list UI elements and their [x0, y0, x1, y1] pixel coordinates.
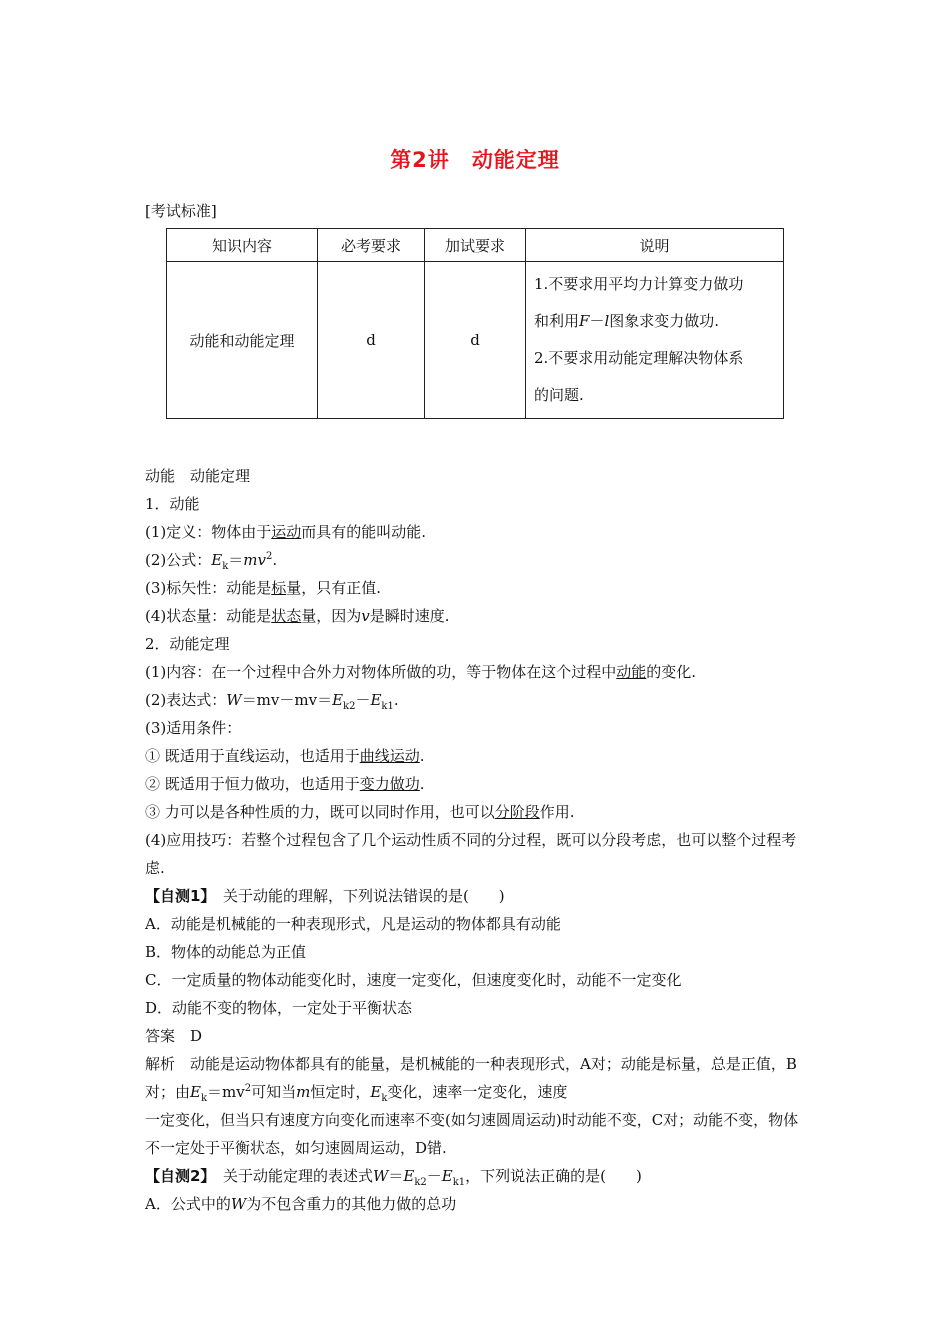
paragraph: (3)适用条件：	[145, 719, 242, 737]
option-d: D．动能不变的物体，一定处于平衡状态	[145, 999, 413, 1017]
note-line: 的问题.	[534, 386, 584, 404]
option-a: A．动能是机械能的一种表现形式，凡是运动的物体都具有动能	[145, 915, 561, 933]
explanation-continued: 一定变化，但当只有速度方向变化而速率不变(如匀速圆周运动)时动能不变，C对；动能不变，物体不一定处于平衡状态，如匀速圆周运动，D错.	[145, 1111, 799, 1157]
paragraph: (1)定义：物体由于运动而具有的能叫动能.	[145, 523, 427, 541]
paragraph: (4)应用技巧：若整个过程包含了几个运动性质不同的分过程，既可以分段考虑，也可以整个过程考虑.	[145, 831, 797, 877]
cell-content: 动能和动能定理	[167, 262, 318, 419]
subsection-heading: 2．动能定理	[145, 635, 230, 653]
note-line: 1.不要求用平均力计算变力做功	[534, 275, 744, 293]
note-line: 和利用F－l图象求变力做功.	[534, 312, 720, 330]
exam-standard-label: [考试标准]	[145, 202, 217, 220]
header-required: 必考要求	[318, 229, 425, 262]
requirements-table	[166, 228, 784, 419]
table-header-row	[167, 229, 784, 262]
subsection-heading: 1．动能	[145, 495, 200, 513]
explanation: 解析 动能是运动物体都具有的能量，是机械能的一种表现形式，A对；动能是标量，总是正值，B对；由$E_k=mv^2$可知当m恒定时，$E_k$变化，速率一定变化，速度	[145, 1055, 797, 1104]
paragraph: ③ 力可以是各种性质的力，既可以同时作用，也可以分阶段作用.	[145, 803, 575, 821]
self-test-question: 【自测2】 关于动能定理的表述式$W=E_{k2}-E_{k1}$，下列说法正确的是( )	[145, 1167, 642, 1188]
header-knowledge: 知识内容	[167, 229, 318, 262]
option-b: B．物体的动能总为正值	[145, 943, 307, 961]
self-test-tag: 【自测2】	[145, 1167, 208, 1185]
paragraph: (2)表达式：$W=mv-mv=E_{k2}-E_{k1}$.	[145, 691, 399, 712]
paragraph: (3)标矢性：动能是标量，只有正值.	[145, 579, 382, 597]
cell-note	[526, 262, 784, 419]
table-row	[167, 262, 784, 419]
section-heading: 动能 动能定理	[145, 467, 251, 485]
self-test-tag: 【自测1】	[145, 887, 208, 905]
cell-required: d	[318, 262, 425, 419]
cell-extra: d	[425, 262, 526, 419]
paragraph: ② 既适用于恒力做功，也适用于变力做功.	[145, 775, 425, 793]
option-c: C．一定质量的物体动能变化时，速度一定变化，但速度变化时，动能不一定变化	[145, 971, 682, 989]
paragraph: ① 既适用于直线运动，也适用于曲线运动.	[145, 747, 425, 765]
paragraph: (1)内容：在一个过程中合外力对物体所做的功，等于物体在这个过程中动能的变化.	[145, 663, 697, 681]
lesson-body	[145, 462, 810, 1218]
self-test-question: 【自测1】 关于动能的理解，下列说法错误的是( )	[145, 887, 505, 905]
lecture-topic: 动能定理	[471, 148, 560, 172]
answer: 答案 D	[145, 1027, 203, 1045]
note-line: 2.不要求用动能定理解决物体系	[534, 349, 744, 367]
paragraph: (4)状态量：动能是状态量，因为v是瞬时速度.	[145, 607, 450, 625]
lecture-number: 第2讲	[390, 148, 450, 172]
option-a: A．公式中的W为不包含重力的其他力做的总功	[145, 1195, 457, 1213]
paragraph: (2)公式：$E_k=mv^2$.	[145, 551, 278, 572]
page-title	[0, 144, 950, 174]
header-note: 说明	[526, 229, 784, 262]
header-extra: 加试要求	[425, 229, 526, 262]
